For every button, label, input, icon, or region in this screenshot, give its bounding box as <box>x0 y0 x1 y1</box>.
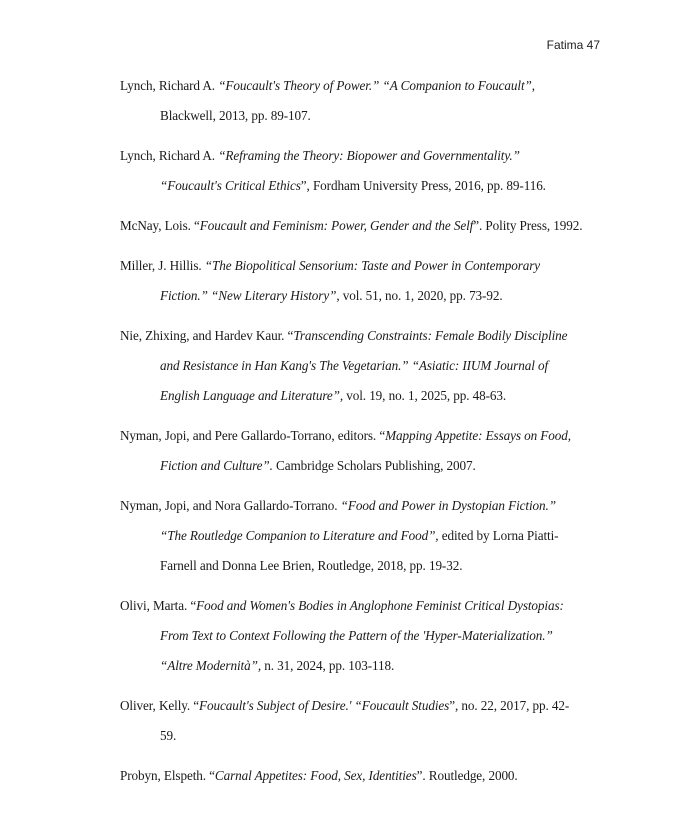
entry-continuation-line <box>160 286 503 306</box>
entry-continuation-line <box>160 356 548 376</box>
entry-continuation-line <box>160 556 462 576</box>
citation-text: Nyman, Jopi, and Nora Gallardo-Torrano. <box>120 498 341 513</box>
italic-title-text: “Food and Power in Dystopian Fiction.” <box>340 498 556 513</box>
citation-text: Olivi, Marta. “ <box>120 598 197 613</box>
italic-title-text: Carnal Appetites: Food, Sex, Identities <box>214 768 417 783</box>
italic-title-text: “Foucault's Theory of Power.” “A Companion to Foucault” <box>218 78 532 93</box>
citation-text: Nie, Zhixing, and Hardev Kaur. “ <box>120 328 294 343</box>
italic-title-text: and Resistance in Han Kang's The Vegetarian.” “Asiatic: IIUM Journal of <box>160 358 549 373</box>
entry-first-line <box>120 76 535 96</box>
entry-first-line <box>120 326 567 346</box>
citation-text: Miller, J. Hillis. <box>120 258 205 273</box>
citation-text: ”, Fordham University Press, 2016, pp. 89-116. <box>300 178 546 193</box>
entry-first-line <box>120 496 556 516</box>
citation-text: Farnell and Donna Lee Brien, Routledge, 2018, pp. 19-32. <box>160 558 463 573</box>
citation-text: edited by Lorna Piatti- <box>438 528 559 543</box>
citation-text: Cambridge Scholars Publishing, 2007. <box>272 458 476 473</box>
entry-first-line <box>120 146 520 166</box>
entry-continuation-line <box>160 656 394 676</box>
entry-continuation-line <box>160 526 558 546</box>
citation-text: Lynch, Richard A. <box>120 78 219 93</box>
italic-title-text: Fiction.” “New Literary History” <box>160 288 337 303</box>
entry-continuation-line <box>160 106 311 126</box>
entry-first-line <box>120 696 569 716</box>
entry-first-line <box>120 216 582 236</box>
citation-text: Blackwell, 2013, pp. 89-107. <box>160 108 311 123</box>
citation-text: McNay, Lois. “ <box>120 218 200 233</box>
italic-title-text: Food and Women's Bodies in Anglophone Feminist Critical Dystopias: <box>196 598 564 613</box>
citation-text: 59. <box>160 728 177 743</box>
citation-text: Lynch, Richard A. <box>120 148 219 163</box>
italic-title-text: “Altre Modernità”, <box>160 658 262 673</box>
citation-text: ”, no. 22, 2017, pp. 42- <box>449 698 570 713</box>
italic-title-text: “Reframing the Theory: Biopower and Governmentality.” <box>218 148 520 163</box>
italic-title-text: “The Routledge Companion to Literature and Food”, <box>160 528 439 543</box>
citation-text: Oliver, Kelly. “ <box>120 698 200 713</box>
entry-continuation-line <box>160 626 553 646</box>
italic-title-text: “The Biopolitical Sensorium: Taste and Power in Contemporary <box>204 258 541 273</box>
italic-title-text: “Foucault's Critical Ethics <box>160 178 301 193</box>
italic-title-text: English Language and Literature”, <box>160 388 344 403</box>
entry-continuation-line <box>160 726 176 746</box>
citation-text: Nyman, Jopi, and Pere Gallardo-Torrano, editors. “ <box>120 428 386 443</box>
entry-continuation-line <box>160 456 476 476</box>
citation-text: n. 31, 2024, pp. 103-118. <box>261 658 395 673</box>
italic-title-text: Fiction and Culture”. <box>160 458 273 473</box>
citation-text: ”. Polity Press, 1992. <box>473 218 583 233</box>
entry-continuation-line <box>160 386 506 406</box>
citation-text: , vol. 51, no. 1, 2020, pp. 73-92. <box>336 288 503 303</box>
entry-first-line <box>120 766 518 786</box>
citation-text: ”. Routledge, 2000. <box>416 768 518 783</box>
page-header: Fatima 47 <box>546 38 600 52</box>
citation-text: , <box>531 78 535 93</box>
citation-text: vol. 19, no. 1, 2025, pp. 48-63. <box>343 388 507 403</box>
citation-text: Probyn, Elspeth. “ <box>120 768 215 783</box>
italic-title-text: Mapping Appetite: Essays on Food, <box>385 428 571 443</box>
entry-first-line <box>120 426 571 446</box>
entry-continuation-line <box>160 176 546 196</box>
entry-first-line <box>120 596 564 616</box>
italic-title-text: Foucault and Feminism: Power, Gender and the Self <box>199 218 474 233</box>
italic-title-text: Transcending Constraints: Female Bodily Discipline <box>293 328 568 343</box>
italic-title-text: From Text to Context Following the Pattern of the 'Hyper-Materialization.” <box>160 628 553 643</box>
entry-first-line <box>120 256 540 276</box>
italic-title-text: Foucault's Subject of Desire.' “Foucault Studies <box>199 698 450 713</box>
